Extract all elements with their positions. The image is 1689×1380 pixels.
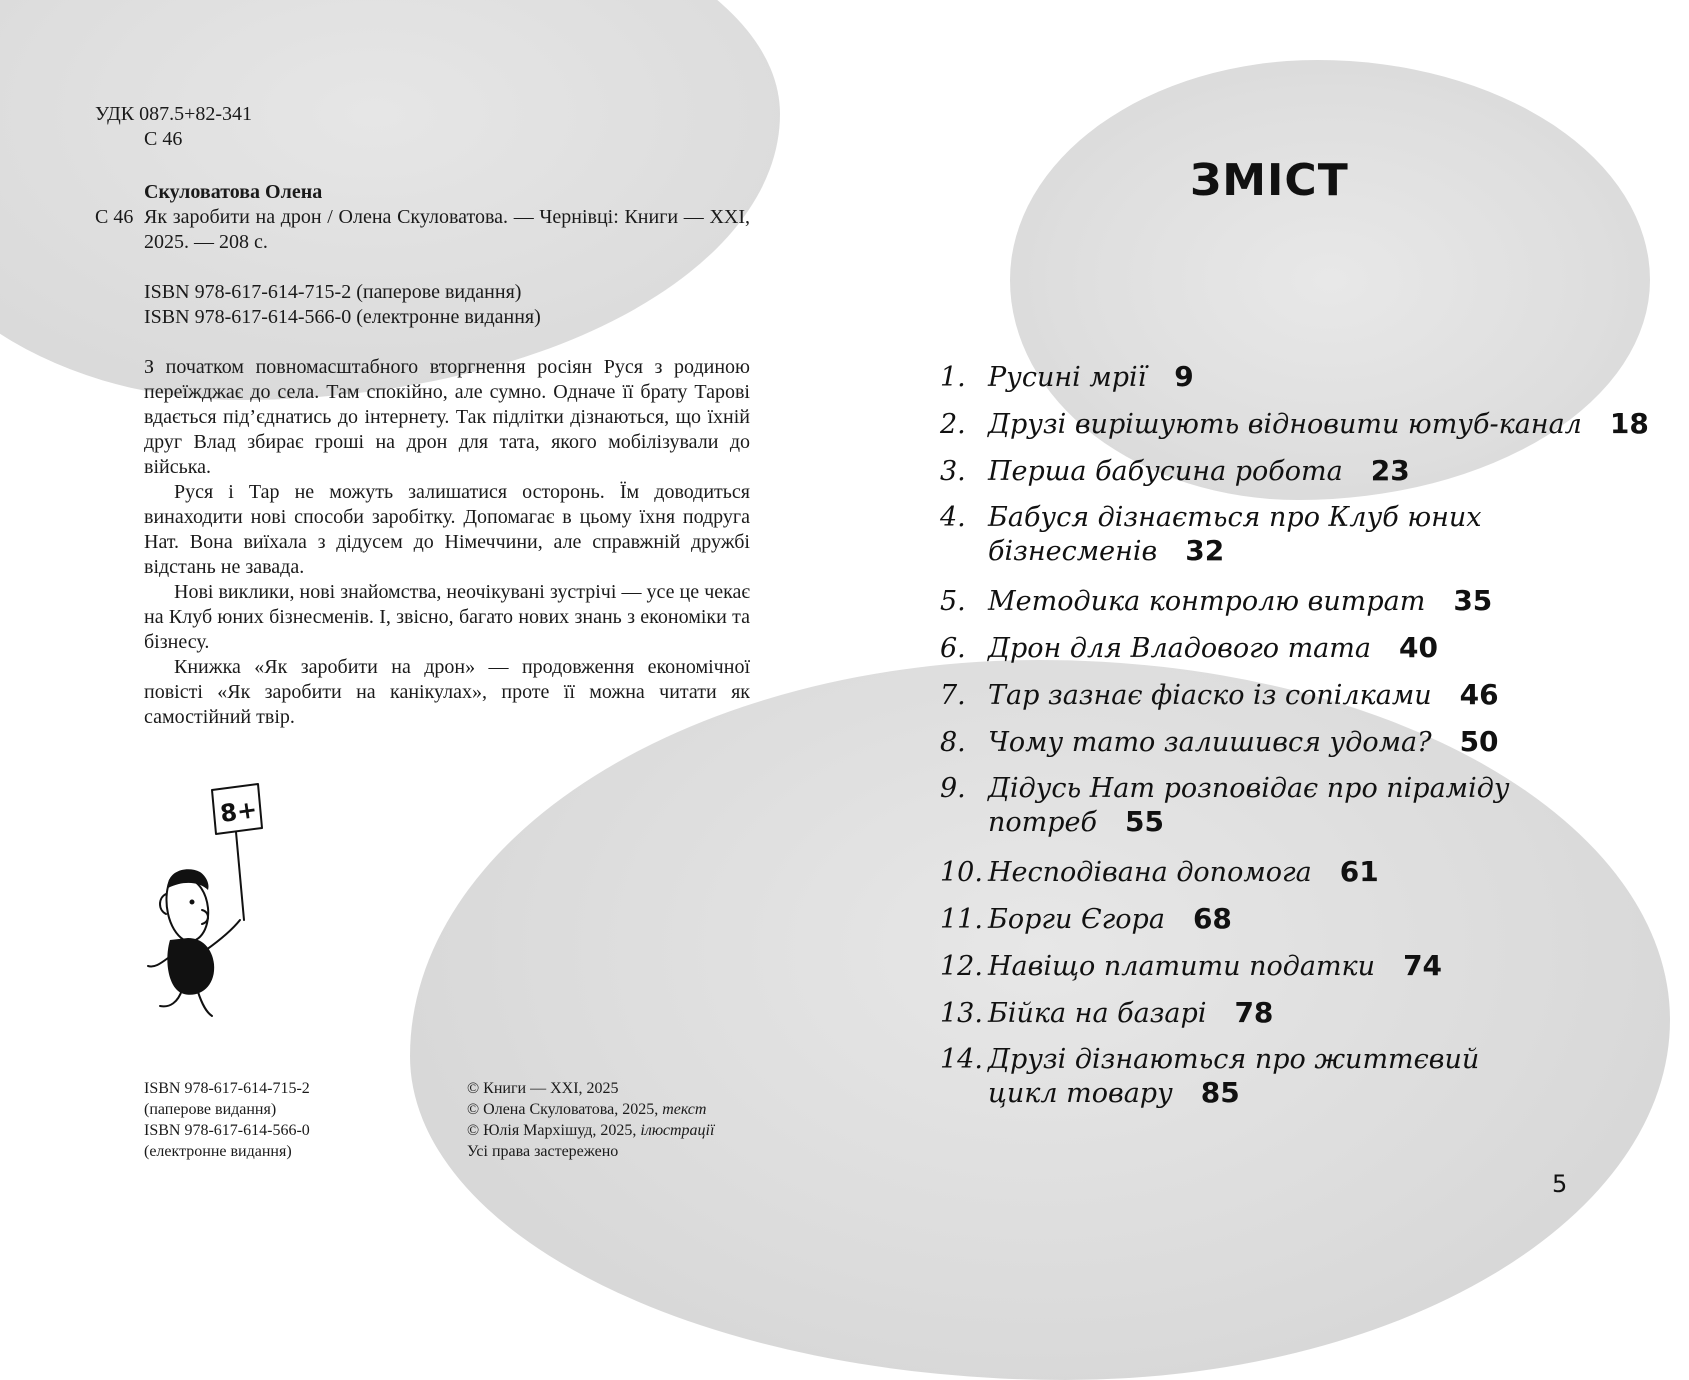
catalog-card-code: С 46: [95, 206, 134, 228]
toc-item-title-line2: бізнесменів: [988, 536, 1158, 567]
age-rating-sign: 8+: [218, 795, 259, 829]
copyright-role: ілюстрації: [640, 1122, 715, 1139]
bottom-isbn-block: [144, 1078, 310, 1162]
toc-item-title: Дідусь Нат розповідає про піраміду: [988, 773, 1510, 804]
toc-item-number: 14.: [940, 1044, 983, 1075]
toc-item-page: 74: [1403, 949, 1443, 982]
toc-item-page: 40: [1398, 631, 1438, 664]
page-number: 5: [1552, 1170, 1568, 1198]
toc-item: [940, 501, 1482, 568]
bottom-isbn-line: ISBN 978-617-614-566-0: [144, 1122, 310, 1139]
copyright-role: текст: [662, 1101, 707, 1118]
toc-item-number: 9.: [940, 773, 966, 804]
toc-item-number: 11.: [940, 904, 983, 935]
isbn-print: ISBN 978-617-614-715-2 (паперове видання): [144, 281, 522, 303]
toc-item-title-continued: [940, 534, 1482, 568]
udk-block: [95, 102, 252, 152]
toc-item-title: Друзі дізнаються про життєвий: [988, 1044, 1480, 1075]
toc-item-number: 1.: [940, 362, 966, 393]
toc-item-title: Методика контролю витрат: [988, 586, 1426, 617]
toc-item-title-continued: [940, 1076, 1479, 1110]
toc-item-title-line2: потреб: [988, 807, 1097, 838]
toc-item-page: 18: [1609, 407, 1649, 440]
isbn-block: [144, 280, 541, 330]
toc-item-page: 78: [1234, 996, 1274, 1029]
isbn-electronic: ISBN 978-617-614-566-0 (електронне видання): [144, 306, 541, 328]
background-blob-top-left: [0, 0, 780, 400]
copyright-block: [467, 1078, 714, 1162]
copyright-line: [467, 1099, 714, 1120]
toc-item-title: Несподівана допомога: [988, 857, 1312, 888]
annotation: [144, 355, 750, 730]
toc-item-number: 13.: [940, 998, 983, 1029]
toc-item-title: Русині мрії: [988, 362, 1147, 393]
annotation-paragraph: Руся і Тар не можуть залишатися осторонь. Їм доводиться винаходити нові способи заробітку. Допомагає в цьому їхня подруга Нат. Вона виїхала з дідусем до Німеччини, але справжній дружбі відстань не завада.: [144, 481, 750, 578]
toc-item-title: Друзі вирішують відновити ютуб-канал: [988, 409, 1582, 440]
toc-item-number: 7.: [940, 680, 966, 711]
toc-item: [940, 678, 1499, 712]
toc-item-number: 5.: [940, 586, 966, 617]
toc-item: [940, 584, 1492, 618]
annotation-paragraph: З початком повномасштабного вторгнення росіян Руся з родиною переїжджає до села. Там спокійно, але сумно. Одначе її брату Тарові вдається під’єднатись до інтернету. Так підлітки дізнаються, що їхній друг Влад збирає гроші на дрон для тата, якого мобілізували до війська.: [144, 356, 750, 478]
toc-item-title-continued: [940, 805, 1509, 839]
toc-item: [940, 949, 1442, 983]
bottom-isbn-line: (паперове видання): [144, 1101, 277, 1118]
toc-item-title: Бійка на базарі: [988, 998, 1207, 1029]
catalog-description: Як заробити на дрон / Олена Скуловатова. — Чернівці: Книги — XXI, 2025. — 208 с.: [144, 206, 750, 253]
toc-item-page: 61: [1339, 855, 1379, 888]
copyright-author: © Олена Скуловатова, 2025,: [467, 1101, 659, 1118]
bottom-isbn-line: (електронне видання): [144, 1143, 292, 1160]
annotation-paragraph: Нові виклики, нові знайомства, неочікувані зустрічі — усе це чекає на Клуб юних бізнесменів. І, звісно, багато нових знань з економіки та бізнесу.: [144, 581, 750, 653]
copyright-line: [467, 1120, 714, 1141]
toc-item-title: Перша бабусина робота: [988, 456, 1343, 487]
copyright-line: Усі права застережено: [467, 1143, 619, 1160]
toc-item: [940, 360, 1194, 394]
catalog-author: Скуловатова Олена: [144, 181, 323, 203]
toc-item: [940, 454, 1410, 488]
annotation-paragraph: Книжка «Як заробити на дрон» — продовження економічної повісті «Як заробити на канікулах», проте її можна читати як самостійний твір.: [144, 656, 750, 728]
toc-item-title: Борги Єгора: [988, 904, 1165, 935]
toc-item: [940, 407, 1649, 441]
toc-item-title: Дрон для Владового тата: [988, 633, 1371, 664]
udk-code-2: С 46: [144, 128, 183, 150]
copyright-illustrator: © Юлія Мархішуд, 2025,: [467, 1122, 637, 1139]
bottom-isbn-line: ISBN 978-617-614-715-2: [144, 1080, 310, 1097]
toc-item-title-line2: цикл товару: [988, 1078, 1173, 1109]
toc-item-page: 23: [1370, 454, 1410, 487]
toc-item-title: Чому тато залишився удома?: [988, 727, 1432, 758]
age-rating-illustration: [140, 780, 270, 1020]
toc-item-number: 8.: [940, 727, 966, 758]
toc-item: [940, 725, 1499, 759]
toc-item-page: 32: [1185, 534, 1225, 567]
toc-item: [940, 772, 1509, 839]
toc-item-number: 12.: [940, 951, 983, 982]
copyright-line: © Книги — XXI, 2025: [467, 1080, 619, 1097]
toc-item-page: 50: [1459, 725, 1499, 758]
toc-item-page: 9: [1174, 360, 1194, 393]
toc-item-page: 55: [1125, 805, 1164, 838]
toc-item-number: 10.: [940, 857, 983, 888]
toc-item: [940, 996, 1273, 1030]
toc-title: ЗМІСТ: [1190, 155, 1349, 206]
toc-item-page: 46: [1459, 678, 1499, 711]
toc-item: [940, 855, 1379, 889]
toc-item-title: Тар зазнає фіаско із сопілками: [988, 680, 1432, 711]
toc-item-number: 3.: [940, 456, 966, 487]
toc-item-page: 68: [1192, 902, 1232, 935]
toc-item: [940, 902, 1232, 936]
toc-item-title: Навіщо платити податки: [988, 951, 1376, 982]
toc-item-number: 4.: [940, 502, 966, 533]
toc-item-number: 6.: [940, 633, 966, 664]
toc-item: [940, 631, 1438, 665]
toc-item-number: 2.: [940, 409, 966, 440]
udk-code: УДК 087.5+82-341: [95, 103, 253, 125]
toc-item: [940, 1043, 1479, 1110]
toc-item-page: 85: [1200, 1076, 1240, 1109]
toc-item-page: 35: [1453, 584, 1493, 617]
toc-item-title: Бабуся дізнається про Клуб юних: [988, 502, 1482, 533]
